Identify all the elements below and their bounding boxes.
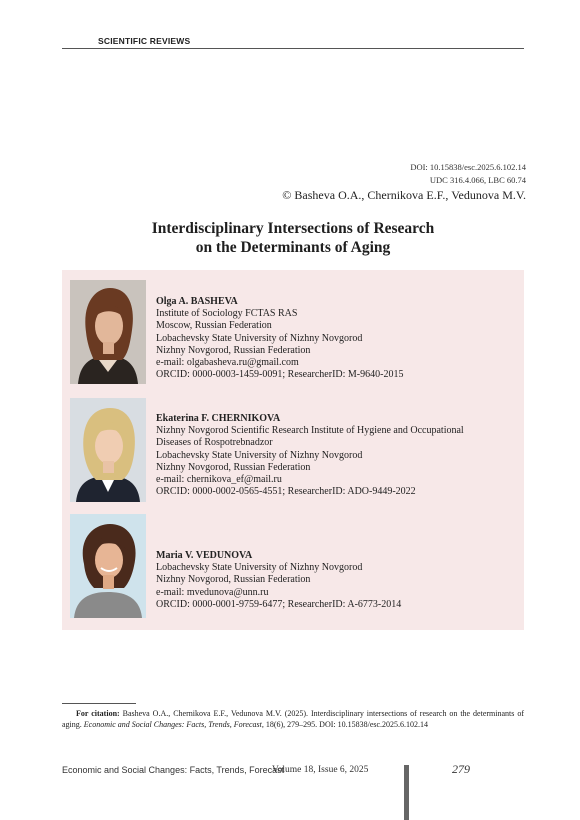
location-line: Nizhny Novgorod, Russian Federation xyxy=(156,344,311,356)
author-photo-vedunova xyxy=(70,514,146,618)
header-rule xyxy=(62,48,524,49)
section-label: SCIENTIFIC REVIEWS xyxy=(98,36,191,46)
citation-tail: , 18(6), 279–295. DOI: 10.15838/esc.2025.6.102.14 xyxy=(261,720,429,729)
author-block-basheva xyxy=(156,296,403,381)
email-line[interactable]: e-mail: chernikova_ef@mail.ru xyxy=(156,474,282,486)
author-photo-chernikova xyxy=(70,398,146,502)
author-block-chernikova xyxy=(156,413,464,498)
affiliation-line: Lobachevsky State University of Nizhny Novgorod xyxy=(156,449,363,461)
article-title-line-1: Interdisciplinary Intersections of Research xyxy=(151,220,435,237)
citation-text: Basheva O.A., Chernikova E.F., Vedunova M.V. (2025). Interdisciplinary intersections of research on the determinants of aging. xyxy=(62,709,524,729)
article-title-line-2: on the Determinants of Aging xyxy=(195,239,391,256)
orcid-line: ORCID: 0000-0002-0565-4551; ResearcherID: ADO-9449-2022 xyxy=(156,486,416,498)
authors-panel xyxy=(62,270,524,630)
author-name: Olga A. BASHEVA xyxy=(156,296,238,307)
footnote-rule xyxy=(62,703,136,704)
orcid-line: ORCID: 0000-0001-9759-6477; ResearcherID: A-6773-2014 xyxy=(156,598,402,610)
affiliation-line: Diseases of Rospotrebnadzor xyxy=(156,437,273,449)
page-number: 279 xyxy=(452,762,470,776)
footer-divider-bar xyxy=(404,765,409,820)
affiliation-line: Lobachevsky State University of Nizhny Novgorod xyxy=(156,332,363,344)
author-photo-basheva xyxy=(70,280,146,384)
location-line: Moscow, Russian Federation xyxy=(156,320,272,332)
copyright-line: © Basheva O.A., Chernikova E.F., Vedunova M.V. xyxy=(282,188,526,202)
citation-journal: Economic and Social Changes: Facts, Trends, Forecast xyxy=(83,720,262,729)
email-line[interactable]: e-mail: mvedunova@unn.ru xyxy=(156,586,269,598)
location-line: Nizhny Novgorod, Russian Federation xyxy=(156,461,311,473)
footer-volume: Volume 18, Issue 6, 2025 xyxy=(272,765,369,775)
doi-text[interactable]: DOI: 10.15838/esc.2025.6.102.14 xyxy=(410,162,526,172)
location-line: Nizhny Novgorod, Russian Federation xyxy=(156,574,311,586)
footer-journal-name: Economic and Social Changes: Facts, Trends, Forecast xyxy=(62,765,285,775)
affiliation-line: Lobachevsky State University of Nizhny Novgorod xyxy=(156,562,363,574)
author-block-vedunova xyxy=(156,550,401,611)
author-name: Maria V. VEDUNOVA xyxy=(156,550,253,561)
citation-footnote xyxy=(62,708,524,730)
orcid-line: ORCID: 0000-0003-1459-0091; ResearcherID: M-9640-2015 xyxy=(156,369,404,381)
affiliation-line: Nizhny Novgorod Scientific Research Institute of Hygiene and Occupational xyxy=(156,425,464,437)
citation-label: For citation: xyxy=(76,709,120,718)
email-line[interactable]: e-mail: olgabasheva.ru@gmail.com xyxy=(156,357,299,369)
author-name: Ekaterina F. CHERNIKOVA xyxy=(156,413,281,424)
affiliation-line: Institute of Sociology FCTAS RAS xyxy=(156,308,298,320)
udc-text: UDC 316.4.066, LBC 60.74 xyxy=(429,175,526,185)
